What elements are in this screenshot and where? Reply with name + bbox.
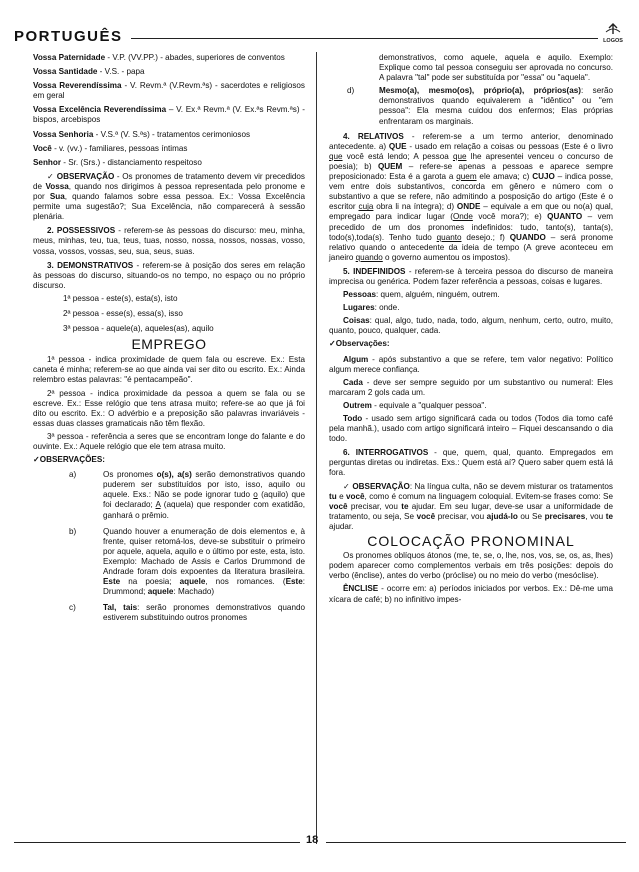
page-title: PORTUGUÊS — [14, 28, 123, 45]
tratamento-entry: Vossa Excelência Reverendíssima – V. Ex.ª Revm.ª (V. Ex.ªs Revm.ªs) - bispos, arcebispos — [33, 105, 305, 125]
pessoa-line: 3ª pessoa - aquele(a), aqueles(as), aquilo — [63, 324, 214, 334]
left-column — [33, 53, 305, 630]
column-divider — [316, 52, 317, 844]
observacao-tu-voce: ✓ OBSERVAÇÃO: Na língua culta, não se devem misturar os tratamentos tu e você, como é comum na linguagem coloquial. Evitem-se frases como: Se você precisar, vou te ajudar. Em seu lugar, deve-se usar a uniformidade de tratamento, ou seja, Se você precisar, vou ajudá-lo ou Se precisares, vou te ajudar. — [329, 481, 613, 531]
demonstrativos-section: 3. DEMONSTRATIVOS - referem-se à posição dos seres em relação às pessoas do discurso, situando-os no tempo, no espaço ou no próprio discurso. — [33, 260, 305, 290]
check-icon: ✓ — [343, 481, 350, 491]
tratamento-entry: Você - v. (vv.) - familiares, pessoas íntimas — [33, 143, 188, 153]
colocacao-heading: COLOCAÇÃO PRONOMINAL — [367, 533, 575, 550]
emprego-paragraph: 2ª pessoa - indica proximidade da pessoa a quem se fala ou se escreve. Ex.: Esse relógio que tens atrasa muito; refere-se ao que já foi dito ou escrito. Ex.: O advérbio e a preposição são palavras invariáveis - essas duas classes gramaticais não têm flexão. — [33, 388, 305, 428]
relativos-section: 4. RELATIVOS - referem-se a um termo anterior, denominado antecedente. a) QUE - usado em relação a coisas ou pessoas (Este é o livro que você está lendo; A pessoa que lhe apresentei venceu o concurso de poesia); b) QUEM – refere-se apenas a pessoas e aparece sempre preposicionado: Esta é a garota a quem ele amava; c) CUJO – indica posse, vem entre dois substantivos, concorda em gênero e número com o substantivo a que se refere, não admitindo a posposição do artigo (Este é o escritor cuja obra li na íntegra); d) ONDE – equivale a em que ou no(a) qual, empregado para indicar lugar (Onde você mora?); e) QUANTO – vem precedido de um dos pronomes indefinidos: tudo, tanto(s), tanta(s), todo(s),toda(s). Tenho tudo quanto desejo.; f) QUANDO – será pronome relativo quando o antecedente da ideia de tempo (A greve aconteceu em janeiro quando o governo aumentou os impostos). — [329, 131, 614, 262]
tratamento-entry: Vossa Santidade - V.S. - papa — [33, 67, 145, 77]
list-item: a) Os pronomes o(s), a(s) serão demonstrativos quando puderem ser substituídos por isto, isso, aquilo ou aquele. Exs.: Não se pode ignorar tudo o (aquilo) que foi declarado; A (aquela) que responder com exatidão, ganhará o prêmio. — [69, 470, 306, 520]
obs-todo: Todo - usado sem artigo significará cada ou todos (Todos dia tomo café pela manhã.), usado com artigo significará inteiro – Fiquei descansando o dia todo. — [329, 414, 613, 444]
check-icon: ✓ — [47, 171, 55, 181]
list-item: c) Tal, tais: serão pronomes demonstrativos quando estiverem substituindo outros pronomes — [69, 603, 306, 623]
tratamento-entry: Vossa Paternidade - V.P. (VV.PP.) - abades, superiores de conventos — [33, 53, 285, 62]
observacoes-heading: ✓Observações: — [329, 339, 390, 349]
obs-outrem: Outrem - equivale a "qualquer pessoa". — [343, 400, 487, 410]
footer-rule — [326, 842, 626, 843]
emprego-paragraph: 3ª pessoa - referência a seres que se encontram longe do falante e do ouvinte. Ex.: Aquele relógio que ele tem atrasa muito. — [33, 431, 305, 451]
right-column — [329, 53, 613, 608]
obs-cada: Cada - deve ser sempre seguido por um substantivo ou numeral: Eles marcaram 2 gols cada um. — [329, 377, 613, 397]
footer-rule — [14, 842, 300, 843]
logo-icon — [600, 22, 626, 44]
header-rule — [131, 38, 598, 39]
indef-lugares: Lugares: onde. — [343, 303, 400, 313]
tratamento-entry: Vossa Reverendíssima - V. Revm.ª (V.Revm.ªs) - sacerdotes e religiosos em geral — [33, 81, 305, 101]
list-item: b) Quando houver a enumeração de dois elementos e, à frente, quiser retomá-los, deve-se substituir o primeiro por aquele, aquela, aquilo e o último por este, esta, isto. Exemplo: Machado de Assis e Carlos Drummond de Andrade foram dois expoentes da literatura brasileira. Este na poesia; aquele, nos romances. (Este: Drummond; aquele: Machado) — [69, 526, 305, 597]
indefinidos-section: 5. INDEFINIDOS - referem-se à terceira pessoa do discurso de maneira imprecisa ou genérica. Podem fazer referência a pessoas, coisas e lugares. — [329, 266, 613, 286]
page-number: 18 — [306, 834, 319, 846]
emprego-heading: EMPREGO — [131, 336, 207, 353]
item-c-continuation: demonstrativos, como aquele, aquela e aquilo. Exemplo: Explique como tal pessoa conseguiu ser aprovada no concurso. A palavra "tal" pode ser substituída por "essa" ou "aquela". — [379, 53, 613, 83]
logo-text: LOGOS — [603, 38, 623, 44]
interrogativos-section: 6. INTERROGATIVOS - que, quem, qual, quanto. Empregados em perguntas diretas ou indiretas. Exs.: Quem está aí? Quero saber quem está lá fora. — [329, 448, 613, 478]
list-item: d) Mesmo(a), mesmo(os), próprio(a), próprios(as): serão demonstrativos quando equivalerem a "idêntico" ou "em pessoa": Ela mesma cuidou dos enfermos; Elas próprias enfrentaram os marginais. — [347, 86, 613, 126]
page-footer — [14, 834, 626, 850]
tratamento-entry: Senhor - Sr. (Srs.) - distanciamento respeitoso — [33, 157, 202, 167]
observacoes-heading: ✓OBSERVAÇÕES: — [33, 455, 105, 465]
tratamento-entry: Vossa Senhoria - V.S.ª (V. S.ªs) - tratamentos cerimoniosos — [33, 129, 251, 139]
enclise-paragraph: ÊNCLISE - ocorre em: a) períodos iniciados por verbos. Ex.: Dê-me uma xícara de café; b) no infinitivo impes- — [329, 584, 613, 604]
indef-coisas: Coisas: qual, algo, tudo, nada, todo, algum, nenhum, certo, outro, muito, quanto, pouco, qualquer, cada. — [329, 316, 613, 336]
page-header — [14, 28, 626, 48]
possessivos-section: 2. POSSESSIVOS - referem-se às pessoas do discurso: meu, minha, meus, minhas, teu, tua, teus, tuas, nosso, nossa, nossos, nossas, vosso, vossa, vossos, vossas, seu, sua, seus, suas. — [33, 226, 305, 256]
indef-pessoas: Pessoas: quem, alguém, ninguém, outrem. — [343, 290, 500, 300]
observacao-tratamento: ✓ OBSERVAÇÃO - Os pronomes de tratamento devem vir precedidos de Vossa, quando nos dirigimos à pessoa representada pelo pronome e por Sua, quando falamos sobre essa pessoa. Ex.: Vossa Excelência permite uma sugestão?; Sua Excelência, não comparecerá à sessão plenária. — [33, 171, 306, 222]
obs-algum: Algum - após substantivo a que se refere, tem valor negativo: Político algum merece confiança. — [329, 354, 613, 374]
emprego-paragraph: 1ª pessoa - indica proximidade de quem fala ou escreve. Ex.: Esta caneta é minha; referem-se ao que ainda vai ser dito ou escrito. Ex.: Ainda relembro estas palavras: "é pentacampeão". — [33, 355, 305, 385]
pessoa-line: 2ª pessoa - esse(s), essa(s), isso — [63, 308, 183, 318]
colocacao-paragraph: Os pronomes oblíquos átonos (me, te, se, o, lhe, nos, vos, se, os, as, lhes) podem aparecer como complementos verbais em três posições: depois do verbo (ênclise), antes do verbo (próclise) ou no meio do verbo (mesóclise). — [329, 551, 613, 581]
pessoa-line: 1ª pessoa - este(s), esta(s), isto — [63, 293, 178, 303]
